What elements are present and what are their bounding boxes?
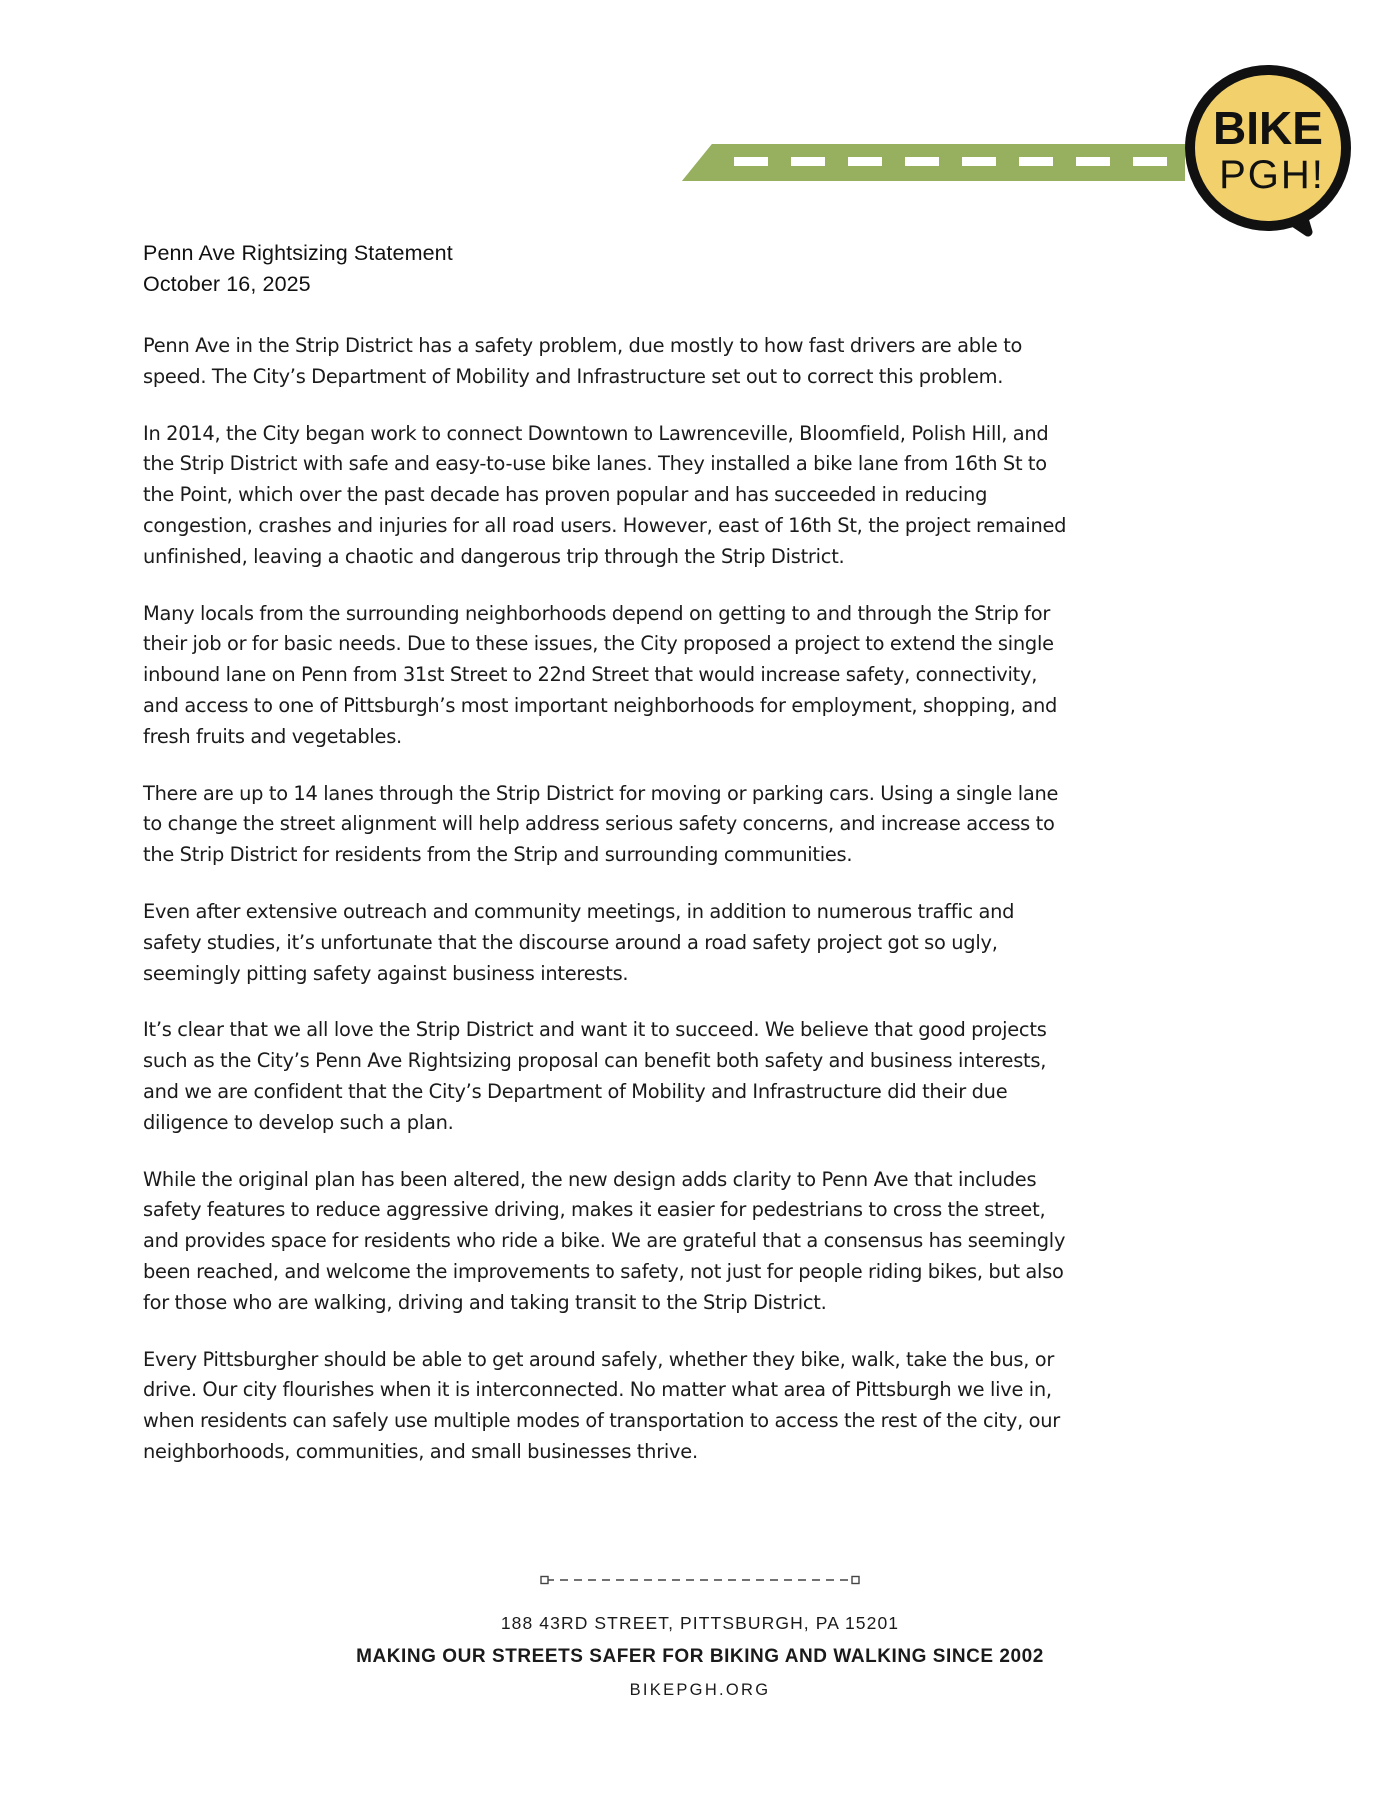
document-heading [143,238,1073,300]
divider-end-cap-left [541,1577,548,1584]
paragraph: Penn Ave in the Strip District has a safety problem, due mostly to how fast drivers are able to speed. The City’s Department of Mobility and Infrastructure set out to correct this problem. [143,334,1023,388]
paragraph: Every Pittsburgher should be able to get around safely, whether they bike, walk, take the bus, or drive. Our city flourishes when it is interconnected. No matter what area of Pittsburgh we live in, when residents can safely use multiple modes of transportation to access the rest of the city, our neighborhoods, communities, and small businesses thrive. [143,1347,1060,1463]
paragraph: There are up to 14 lanes through the Strip District for moving or parking cars. Using a single lane to change the street alignment will help address serious safety concerns, and increase access to the Strip District for residents from the Strip and surrounding communities. [143,781,1059,867]
footer [0,1575,1400,1700]
paragraph: It’s clear that we all love the Strip District and want it to succeed. We believe that good projects such as the City’s Penn Ave Rightsizing proposal can benefit both safety and business interests, and we are confident that the City’s Department of Mobility and Infrastructure did their due diligence to develop such a plan. [143,1018,1047,1134]
page-title: Penn Ave Rightsizing Statement [143,241,453,265]
paragraph: Many locals from the surrounding neighborhoods depend on getting to and through the Strip for their job or for basic needs. Due to these issues, the City proposed a project to extend the single inbound lane on Penn from 31st Street to 22nd Street that would increase safety, connectivity, and access to one of Pittsburgh’s most important neighborhoods for employment, shopping, and fresh fruits and vegetables. [143,601,1058,748]
footer-website-url: BIKEPGH.ORG [629,1681,771,1699]
bikepgh-logo [1190,70,1346,232]
logo-text-bike: BIKE [1213,102,1323,154]
footer-address: 188 43RD STREET, PITTSBURGH, PA 15201 [500,1613,900,1633]
document-date: October 16, 2025 [143,272,311,296]
paragraph: Even after extensive outreach and community meetings, in addition to numerous traffic and safety studies, it’s unfortunate that the discourse around a road safety project got so ugly, seemingly pitting safety against business interests. [143,899,1015,985]
divider-end-cap-right [852,1577,859,1584]
paragraph: In 2014, the City began work to connect Downtown to Lawrenceville, Bloomfield, Polish Hill, and the Strip District with safe and easy-to-use bike lanes. They installed a bike lane from 16th St to the Point, which over the past decade has proven popular and has succeeded in reducing congestion, crashes and injuries for all road users. However, east of 16th St, the project remained unfinished, leaving a chaotic and dangerous trip through the Strip District. [143,421,1067,568]
letterhead [0,0,1400,250]
letterhead-graphic [0,0,1400,250]
footer-tagline: MAKING OUR STREETS SAFER FOR BIKING AND WALKING SINCE 2002 [356,1646,1044,1667]
footer-divider [540,1575,860,1585]
logo-text-pgh: PGH! [1219,153,1325,197]
paragraph: While the original plan has been altered, the new design adds clarity to Penn Ave that includes safety features to reduce aggressive driving, makes it easier for pedestrians to cross the street, and provides space for residents who ride a bike. We are grateful that a consensus has seemingly been reached, and welcome the improvements to safety, not just for people riding bikes, but also for those who are walking, driving and taking transit to the Strip District. [143,1167,1066,1314]
document-body [143,238,1073,1494]
